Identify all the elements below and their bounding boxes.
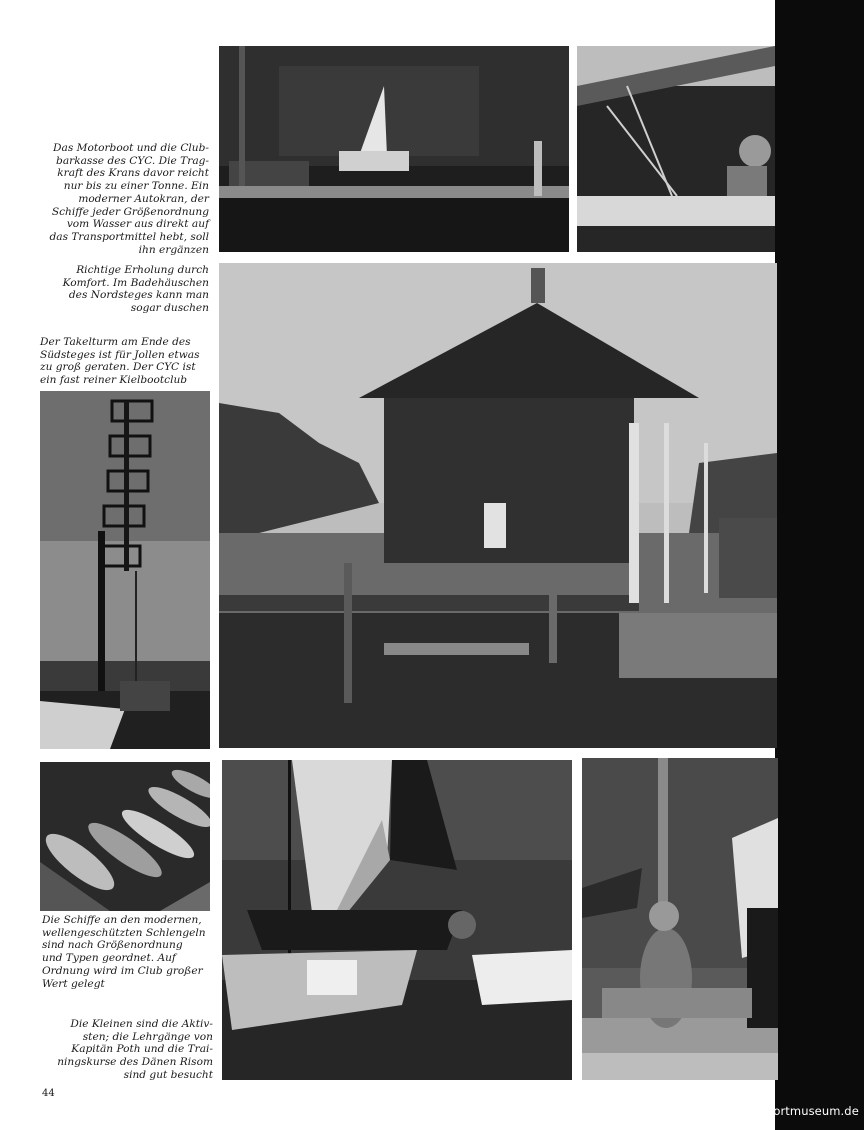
photo-rigging-tower xyxy=(40,391,210,749)
photo-man-rigging xyxy=(577,46,775,252)
caption-erholung: Richtige Erholung durch Komfort. Im Badehäuschen des Nordsteges kann man sogar duschen xyxy=(62,264,209,315)
page-number: 44 xyxy=(42,1088,55,1099)
photo-woman-dock xyxy=(582,758,778,1080)
caption-schiffe: Die Schiffe an den modernen, wellengeschützten Schlengeln sind nach Größenordnung und Typen geordnet. Auf Ordnung wird im Club großer Wert gelegt xyxy=(42,914,206,990)
photo-dinghies-sailing xyxy=(222,760,572,1080)
caption-motorboot: Das Motorboot und die Club- barkasse des CYC. Die Trag- kraft des Krans davor reicht nur bis zu einer Tonne. Ein moderner Autokran, der Schiffe jeder Größenordnung vom Wasser aus direkt auf das Transportmittel hebt, soll ihn ergänzen xyxy=(49,142,209,256)
caption-kleinen: Die Kleinen sind die Aktiv- sten; die Lehrgänge von Kapitän Poth und die Trai- ningskurse des Dänen Risom sind gut besucht xyxy=(57,1018,213,1081)
caption-takelturm: Der Takelturm am Ende des Südsteges ist für Jollen etwas zu groß geraten. Der CYC ist ein fast reiner Kielbootclub xyxy=(40,336,200,387)
photo-bathhouse xyxy=(219,263,777,748)
scan-black-edge xyxy=(775,0,864,1130)
photo-motorboat-crane xyxy=(219,46,569,252)
photo-boats-moorings xyxy=(40,762,210,911)
watermark: © yachtsportmuseum.de xyxy=(712,1104,859,1118)
